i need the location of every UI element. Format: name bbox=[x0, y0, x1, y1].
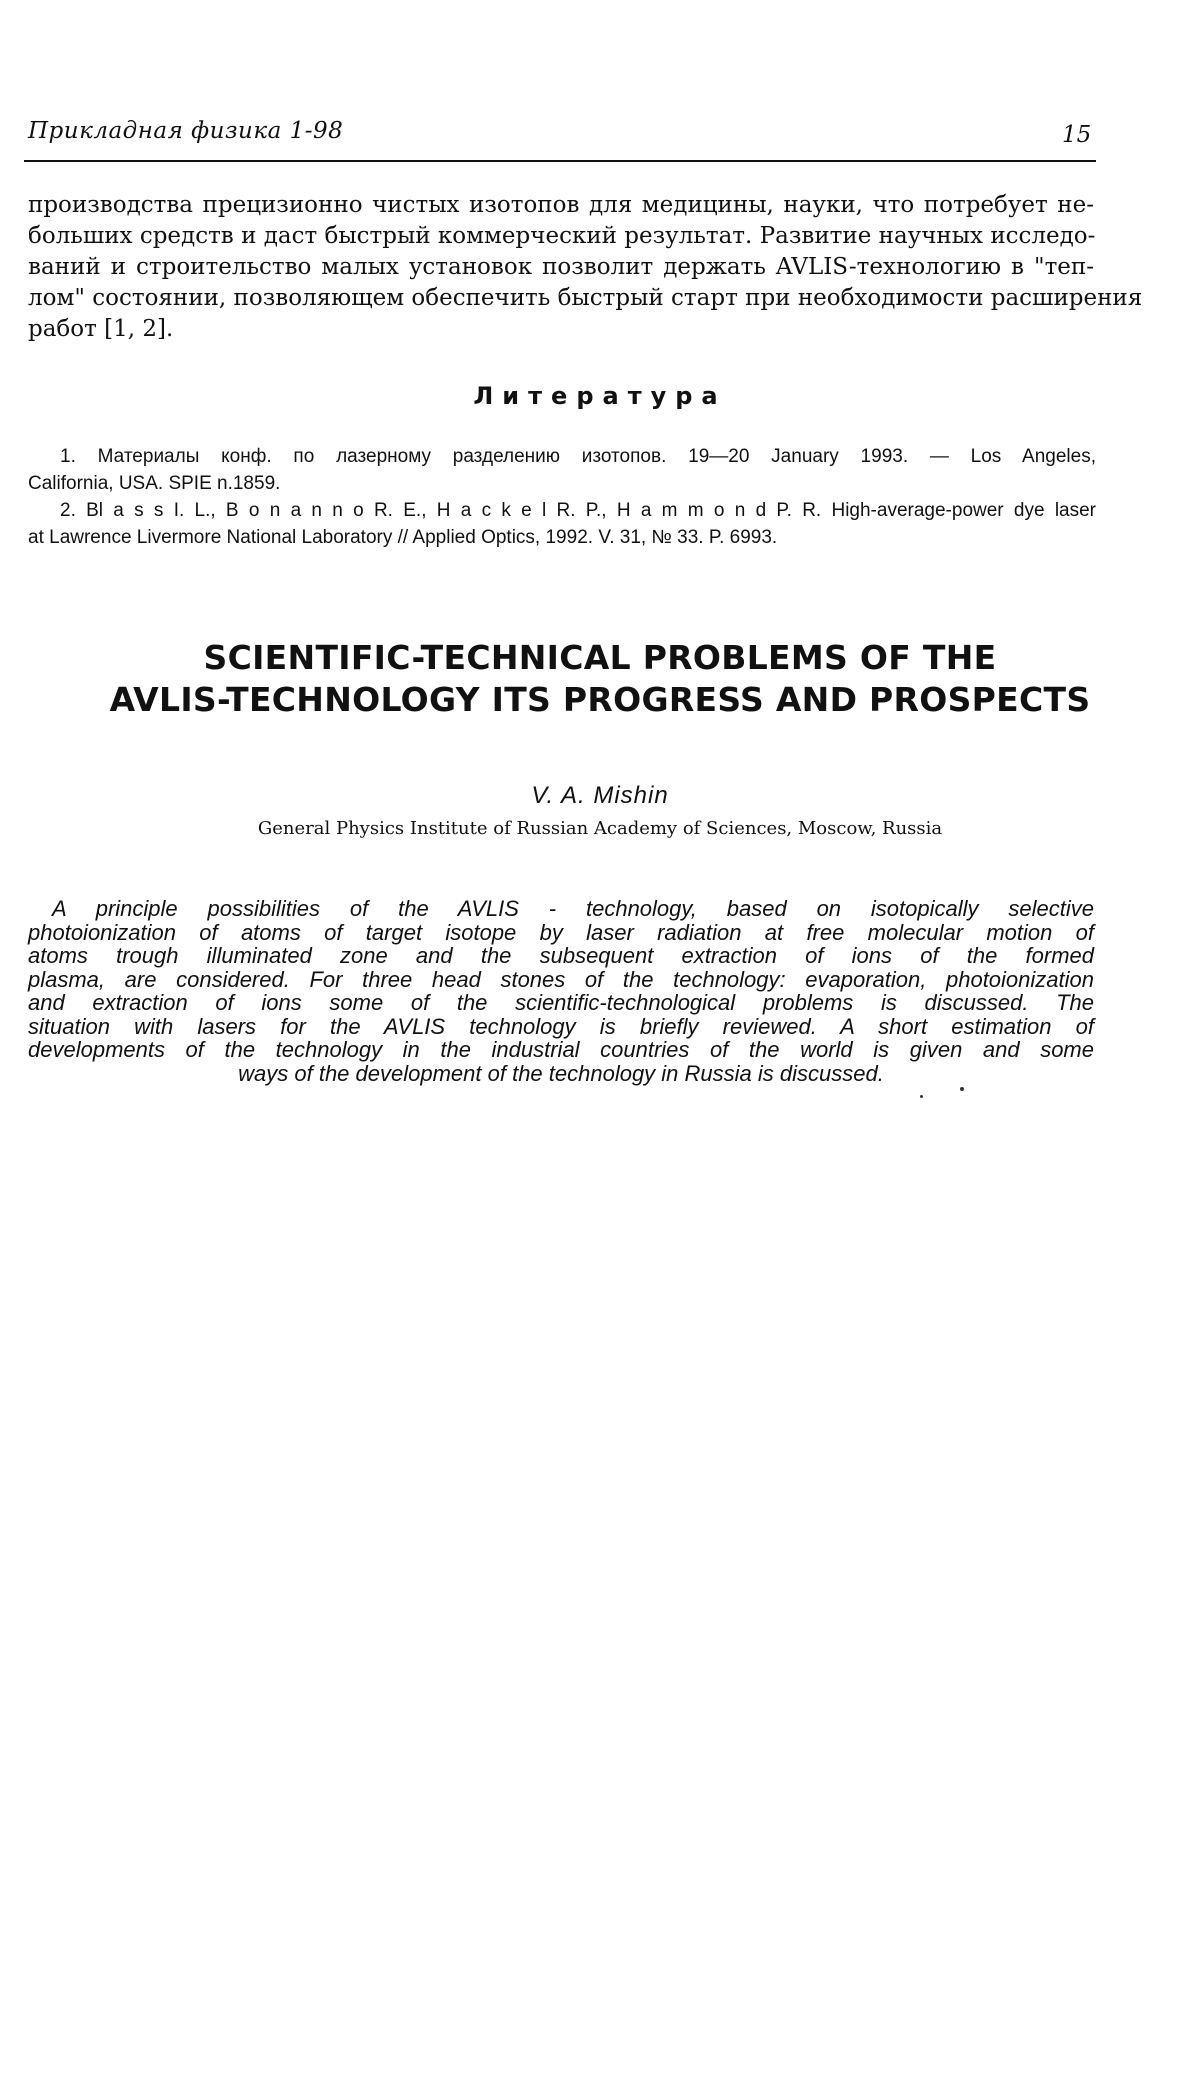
abstract-line: developments of the technology in the industrial countries of the world is given and some bbox=[28, 1037, 1094, 1062]
author-affiliation: General Physics Institute of Russian Academy of Sciences, Moscow, Russia bbox=[257, 818, 943, 839]
abstract-line: and extraction of ions some of the scientific-technological problems is discussed. The bbox=[28, 990, 1094, 1015]
body-line: больших средств и даст быстрый коммерческий результат. Развитие научных исследо- bbox=[28, 223, 1096, 249]
reference-line: at Lawrence Livermore National Laboratory // Applied Optics, 1992. V. 31, № 33. P. 6993. bbox=[28, 527, 778, 548]
body-line: лом" состоянии, позволяющем обеспечить быстрый старт при необходимости расширения bbox=[28, 285, 1143, 311]
body-line: производства прецизионно чистых изотопов для медицины, науки, что потребует не- bbox=[28, 192, 1094, 218]
abstract-line: photoionization of atoms of target isotope by laser radiation at free molecular motion of bbox=[28, 919, 1094, 945]
abstract-line: ways of the development of the technology in Russia is discussed. bbox=[238, 1060, 884, 1086]
abstract-line: atoms trough illuminated zone and the subsequent extraction of ions of the formed bbox=[28, 943, 1094, 968]
article-title bbox=[0, 637, 1200, 721]
body-line: ваний и строительство малых установок позволит держать AVLIS-технологию в "теп- bbox=[28, 254, 1094, 280]
body-line: работ [1, 2]. bbox=[28, 316, 174, 342]
abstract-line: A principle possibilities of the AVLIS - technology, based on isotopically selective bbox=[52, 896, 1094, 921]
references-list bbox=[28, 443, 1096, 551]
title-line: SCIENTIFIC-TECHNICAL PROBLEMS OF THE bbox=[203, 638, 997, 677]
scan-speck bbox=[960, 1087, 964, 1091]
header-rule bbox=[24, 160, 1096, 162]
title-line: AVLIS-TECHNOLOGY ITS PROGRESS AND PROSPECTS bbox=[109, 680, 1091, 719]
reference-line: 1. Материалы конф. по лазерному разделению изотопов. 19—20 January 1993. — Los Angeles, bbox=[60, 446, 1096, 467]
reference-line: California, USA. SPIE n.1859. bbox=[28, 473, 281, 494]
running-head: Прикладная физика 1-98 bbox=[28, 118, 344, 144]
reference-line: 2. Bl a s s I. L., B o n a n n o R. E., H a c k e l R. P., H a m m o n d P. R. High-average-power dye laser bbox=[60, 500, 1096, 521]
body-paragraph bbox=[28, 190, 1143, 345]
abstract-line: situation with lasers for the AVLIS technology is briefly reviewed. A short estimation of bbox=[28, 1013, 1094, 1039]
references-heading: Литература bbox=[473, 382, 727, 410]
scan-speck bbox=[920, 1095, 923, 1098]
page-number: 15 bbox=[1062, 122, 1092, 148]
abstract bbox=[28, 897, 1094, 1085]
author-name: V. A. Mishin bbox=[531, 782, 669, 809]
abstract-line: plasma, are considered. For three head stones of the technology: evaporation, photoionization bbox=[28, 966, 1094, 992]
